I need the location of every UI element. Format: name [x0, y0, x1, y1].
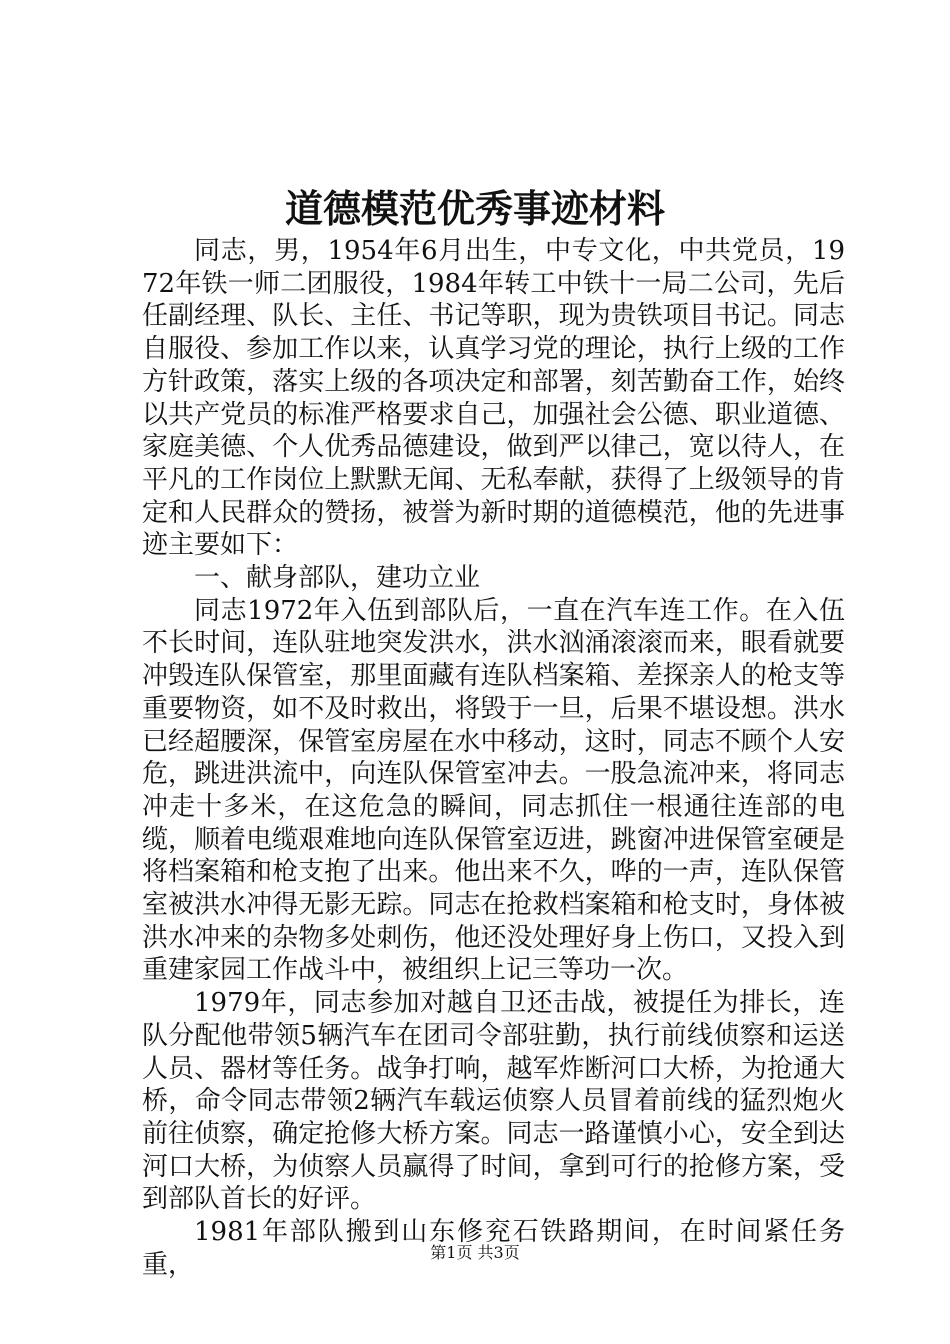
document-title: 道德模范优秀事迹材料 [284, 186, 665, 231]
paragraph-flood-rescue: 同志1972年入伍到部队后，一直在汽车连工作。在入伍不长时间，连队驻地突发洪水，洪水汹涌滚滚而来，眼看就要冲毁连队保管室，那里面藏有连队档案箱、差探亲人的枪支等重要物资，如不及时救出，将毁于一旦，后果不堪设想。洪水已经超腰深，保管室房屋在水中移动，这时，同志不顾个人安危，跳进洪流中，向连队保管室冲去。一股急流冲来，将同志冲走十多米，在这危急的瞬间，同志抓住一根通往连部的电缆，顺着电缆艰难地向连队保管室迈进，跳窗冲进保管室硬是将档案箱和枪支抱了出来。他出来不久，哗的一声，连队保管室被洪水冲得无影无踪。同志在抢救档案箱和枪支时，身体被洪水冲来的杂物多处刺伤，他还没处理好身上伤口，又投入到重建家园工作战斗中，被组织上记三等功一次。 [142, 595, 845, 986]
document-body [142, 235, 845, 1282]
paragraph-intro: 同志，男，1954年6月出生，中专文化，中共党员，1972年铁一师二团服役，1984年转工中铁十一局二公司，先后任副经理、队长、主任、书记等职，现为贵铁项目书记。同志自服役、参加工作以来，认真学习党的理论，执行上级的工作方针政策，落实上级的各项决定和部署，刻苦勤奋工作，始终以共产党员的标准严格要求自己，加强社会公德、职业道德、家庭美德、个人优秀品德建设，做到严以律己，宽以待人，在平凡的工作岗位上默默无闻、无私奉献，获得了上级领导的肯定和人民群众的赞扬，被誉为新时期的道德模范，他的先进事迹主要如下： [142, 236, 845, 561]
page-number-footer: 第1页 共3页 [430, 1243, 520, 1262]
paragraph-1981-railway: 1981年部队搬到山东修兖石铁路期间，在时间紧任务重， [142, 1217, 845, 1280]
paragraph-1979-war: 1979年，同志参加对越自卫还击战，被提任为排长，连队分配他带领5辆汽车在团司令部驻勤，执行前线侦察和运送人员、器材等任务。战争打响，越军炸断河口大桥，为抢通大桥，命令同志带领2辆汽车载运侦察人员冒着前线的猛烈炮火前往侦察，确定抢修大桥方案。同志一路谨慎小心，安全到达河口大桥，为侦察人员赢得了时间，拿到可行的抢修方案，受到部队首长的好评。 [142, 988, 845, 1215]
section-heading: 一、献身部队，建功立业 [194, 563, 481, 594]
